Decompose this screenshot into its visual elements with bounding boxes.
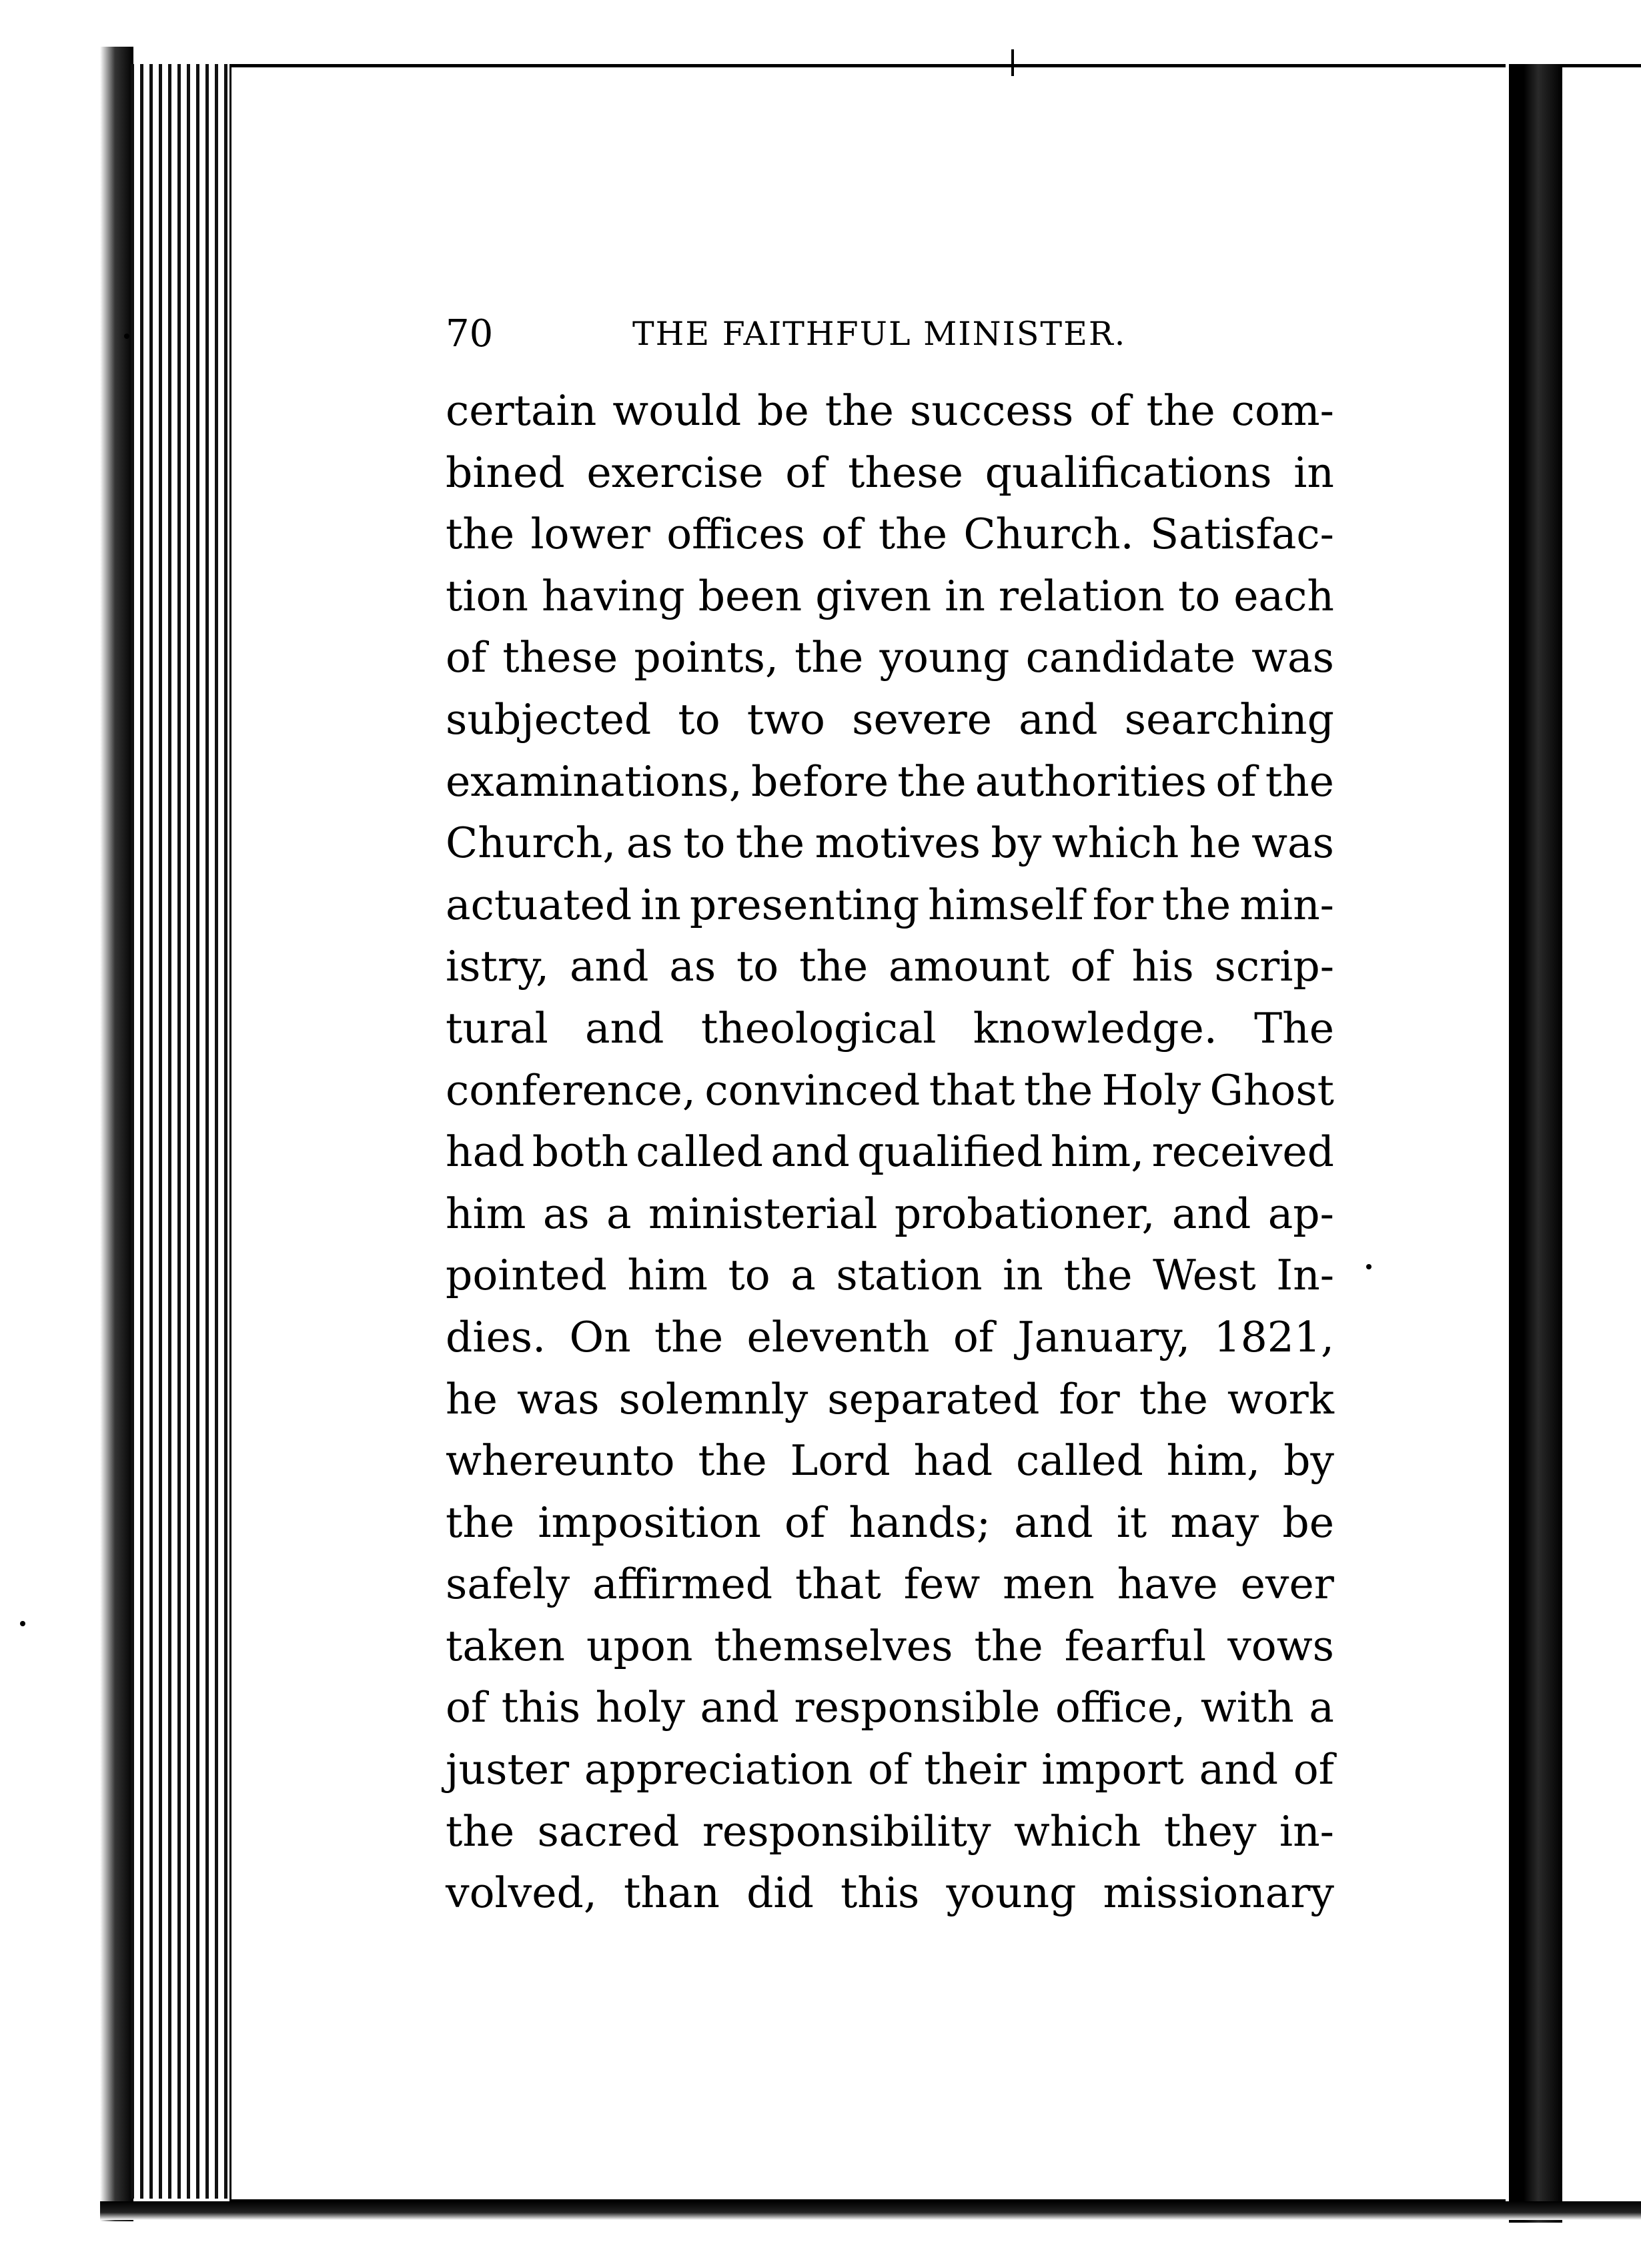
word: in <box>640 880 681 929</box>
word: their <box>924 1745 1027 1794</box>
word: ap- <box>1267 1189 1334 1238</box>
word: qualified <box>857 1127 1043 1177</box>
word: and <box>700 1683 779 1732</box>
word: as <box>626 818 673 868</box>
word: of <box>953 1312 995 1361</box>
word: men <box>1003 1560 1095 1609</box>
word: with <box>1200 1683 1294 1732</box>
word: having <box>541 571 685 620</box>
word: ministerial <box>648 1189 878 1238</box>
word: the <box>446 510 515 559</box>
word: his <box>1131 942 1194 991</box>
word: convinced <box>704 1065 921 1115</box>
word: the <box>1146 386 1215 435</box>
word: did <box>746 1868 814 1918</box>
word: severe <box>852 694 992 744</box>
word: to <box>683 818 726 868</box>
word: he <box>446 1374 498 1424</box>
word: himself <box>928 880 1084 929</box>
word: pointed <box>446 1251 607 1300</box>
word: Holy <box>1101 1065 1201 1115</box>
word: Church, <box>446 818 616 868</box>
word: in <box>945 571 985 620</box>
word: Ghost <box>1209 1065 1334 1115</box>
word: to <box>736 942 779 991</box>
word: January, <box>1017 1312 1191 1361</box>
word: was <box>1251 818 1334 868</box>
word: searching <box>1124 694 1334 744</box>
text-line <box>446 1492 1334 1554</box>
word: before <box>750 756 889 806</box>
word: The <box>1254 1003 1334 1053</box>
word: both <box>532 1127 628 1177</box>
word: that <box>795 1560 881 1609</box>
text-line <box>446 1862 1334 1924</box>
word: have <box>1117 1560 1218 1609</box>
word: to <box>678 694 720 744</box>
word: candidate <box>1025 633 1235 682</box>
word: knowledge. <box>973 1003 1217 1053</box>
word: upon <box>586 1621 693 1670</box>
word: young <box>946 1868 1077 1918</box>
word: istry, <box>446 942 550 991</box>
word: few <box>903 1560 981 1609</box>
word: scrip- <box>1214 942 1334 991</box>
word: lower <box>530 510 650 559</box>
text-line <box>446 1430 1334 1492</box>
word: affirmed <box>592 1560 773 1609</box>
word: he <box>1189 818 1241 868</box>
word: taken <box>446 1621 565 1670</box>
word: of <box>446 1683 487 1732</box>
word: West <box>1153 1251 1256 1300</box>
word: the <box>446 1498 515 1547</box>
word: the <box>794 633 864 682</box>
word: success <box>909 386 1074 435</box>
word: the <box>1265 756 1334 806</box>
facing-page-edge <box>1562 64 1641 2226</box>
book-edge-shadow <box>100 47 133 2221</box>
word: responsibility <box>702 1806 991 1856</box>
word: was <box>1251 633 1334 682</box>
word: a <box>790 1251 816 1300</box>
word: of <box>785 448 827 497</box>
word: they <box>1163 1806 1257 1856</box>
text-line <box>446 1245 1334 1307</box>
word: tural <box>446 1003 548 1053</box>
word: by <box>991 818 1042 868</box>
word: had <box>446 1127 525 1177</box>
word: and <box>585 1003 664 1053</box>
word: relation <box>998 571 1165 620</box>
word: the <box>446 1806 515 1856</box>
word: station <box>836 1251 983 1300</box>
word: to <box>1178 571 1221 620</box>
word: as <box>669 942 716 991</box>
word: the <box>1162 880 1231 929</box>
text-line <box>446 1616 1334 1678</box>
page-header <box>446 312 1334 359</box>
word: sacred <box>537 1806 680 1856</box>
word: the <box>735 818 805 868</box>
text-line <box>446 1369 1334 1431</box>
word: than <box>623 1868 720 1918</box>
word: a <box>606 1189 632 1238</box>
word: holy <box>595 1683 685 1732</box>
text-line <box>446 1739 1334 1801</box>
text-line <box>446 875 1334 937</box>
word: the <box>1139 1374 1208 1424</box>
word: was <box>516 1374 600 1424</box>
word: of <box>1089 386 1131 435</box>
word: in- <box>1279 1806 1334 1856</box>
word: this <box>501 1683 581 1732</box>
word: the <box>1023 1065 1093 1115</box>
word: juster <box>446 1745 570 1794</box>
word: On <box>569 1312 631 1361</box>
text-line <box>446 504 1334 566</box>
word: as <box>542 1189 590 1238</box>
stacked-page-edges <box>131 64 237 2199</box>
word: dies. <box>446 1312 546 1361</box>
word: this <box>840 1868 920 1918</box>
word: and <box>1171 1189 1251 1238</box>
text-line <box>446 1121 1334 1183</box>
text-line <box>446 1060 1334 1122</box>
text-line <box>446 751 1334 813</box>
word: called <box>1016 1436 1143 1486</box>
word: themselves <box>714 1621 953 1670</box>
text-line <box>446 1554 1334 1616</box>
word: the <box>654 1312 724 1361</box>
word: by <box>1283 1436 1334 1486</box>
word: of <box>821 510 863 559</box>
word: a <box>1309 1683 1334 1732</box>
word: given <box>815 571 932 620</box>
word: of <box>1070 942 1111 991</box>
word: which <box>1051 818 1179 868</box>
word: points, <box>634 633 778 682</box>
word: bined <box>446 448 565 497</box>
word: import <box>1041 1745 1184 1794</box>
word: be <box>757 386 809 435</box>
bottom-shadow-band <box>100 2201 1641 2220</box>
word: Lord <box>790 1436 891 1486</box>
word: that <box>929 1065 1015 1115</box>
word: for <box>1059 1374 1120 1424</box>
word: ever <box>1240 1560 1334 1609</box>
word: min- <box>1239 880 1334 929</box>
word: motives <box>814 818 981 868</box>
word: of <box>784 1498 826 1547</box>
word: office, <box>1055 1683 1186 1732</box>
word: to <box>728 1251 770 1300</box>
word: Satisfac- <box>1150 510 1334 559</box>
word: him <box>446 1189 526 1238</box>
text-line <box>446 998 1334 1060</box>
word: solemnly <box>618 1374 808 1424</box>
text-line <box>446 936 1334 998</box>
text-line <box>446 627 1334 689</box>
word: eleventh <box>746 1312 930 1361</box>
word: hands; <box>849 1498 991 1547</box>
word: amount <box>889 942 1050 991</box>
word: and <box>1019 694 1098 744</box>
word: separated <box>827 1374 1040 1424</box>
word: presenting <box>689 880 920 929</box>
word: called <box>636 1127 764 1177</box>
word: in <box>1003 1251 1043 1300</box>
word: the <box>799 942 869 991</box>
word: appreciation <box>584 1745 853 1794</box>
word: 1821, <box>1213 1312 1334 1361</box>
word: exercise <box>586 448 764 497</box>
word: Church. <box>963 510 1134 559</box>
scan-speck <box>1366 1264 1372 1269</box>
text-line <box>446 1801 1334 1863</box>
word: and <box>770 1127 850 1177</box>
word: authorities <box>975 756 1207 806</box>
word: him, <box>1050 1127 1145 1177</box>
word: it <box>1116 1498 1147 1547</box>
word: responsible <box>794 1683 1041 1732</box>
word: subjected <box>446 694 652 744</box>
word: safely <box>446 1560 570 1609</box>
word: In- <box>1276 1251 1334 1300</box>
word: missionary <box>1103 1868 1334 1918</box>
word: be <box>1282 1498 1334 1547</box>
word: may <box>1170 1498 1259 1547</box>
word: of <box>868 1745 909 1794</box>
word: of <box>1215 756 1257 806</box>
word: conference, <box>446 1065 696 1115</box>
word: and <box>1199 1745 1279 1794</box>
word: offices <box>666 510 805 559</box>
word: the <box>897 756 967 806</box>
word: and <box>1014 1498 1093 1547</box>
text-line <box>446 689 1334 751</box>
word: him, <box>1166 1436 1261 1486</box>
running-head: THE FAITHFUL MINISTER. <box>632 315 1127 353</box>
word: of <box>1293 1745 1334 1794</box>
word: theological <box>700 1003 937 1053</box>
word: tion <box>446 571 528 620</box>
word: the <box>1063 1251 1133 1300</box>
word: work <box>1227 1374 1334 1424</box>
word: and <box>569 942 649 991</box>
word: two <box>746 694 825 744</box>
word: had <box>913 1436 993 1486</box>
word: him <box>627 1251 708 1300</box>
word: vows <box>1227 1621 1334 1670</box>
text-line <box>446 380 1334 442</box>
word: been <box>698 571 802 620</box>
word: of <box>446 633 487 682</box>
word: these <box>502 633 618 682</box>
text-line <box>446 1307 1334 1369</box>
word: would <box>612 386 742 435</box>
text-line <box>446 442 1334 504</box>
text-line <box>446 1183 1334 1245</box>
scan-mark <box>1011 49 1014 76</box>
book-gutter <box>1509 64 1562 2223</box>
word: actuated <box>446 880 632 929</box>
word: probationer, <box>894 1189 1155 1238</box>
word: young <box>879 633 1010 682</box>
word: the <box>878 510 948 559</box>
word: com- <box>1231 386 1334 435</box>
word: the <box>825 386 894 435</box>
word: examinations, <box>446 756 742 806</box>
body-text <box>446 380 1334 1924</box>
scan-speck <box>124 334 129 339</box>
word: imposition <box>538 1498 761 1547</box>
word: these <box>848 448 963 497</box>
word: certain <box>446 386 597 435</box>
word: received <box>1151 1127 1334 1177</box>
word: which <box>1013 1806 1141 1856</box>
page-number: 70 <box>446 312 494 356</box>
word: the <box>974 1621 1043 1670</box>
word: volved, <box>446 1868 597 1918</box>
scan-speck <box>20 1621 25 1626</box>
word: in <box>1293 448 1334 497</box>
word: each <box>1233 571 1334 620</box>
word: qualifications <box>985 448 1272 497</box>
word: for <box>1092 880 1154 929</box>
word: whereunto <box>446 1436 675 1486</box>
text-line <box>446 812 1334 875</box>
text-line <box>446 1677 1334 1739</box>
text-line <box>446 566 1334 628</box>
word: fearful <box>1064 1621 1207 1670</box>
word: the <box>698 1436 767 1486</box>
